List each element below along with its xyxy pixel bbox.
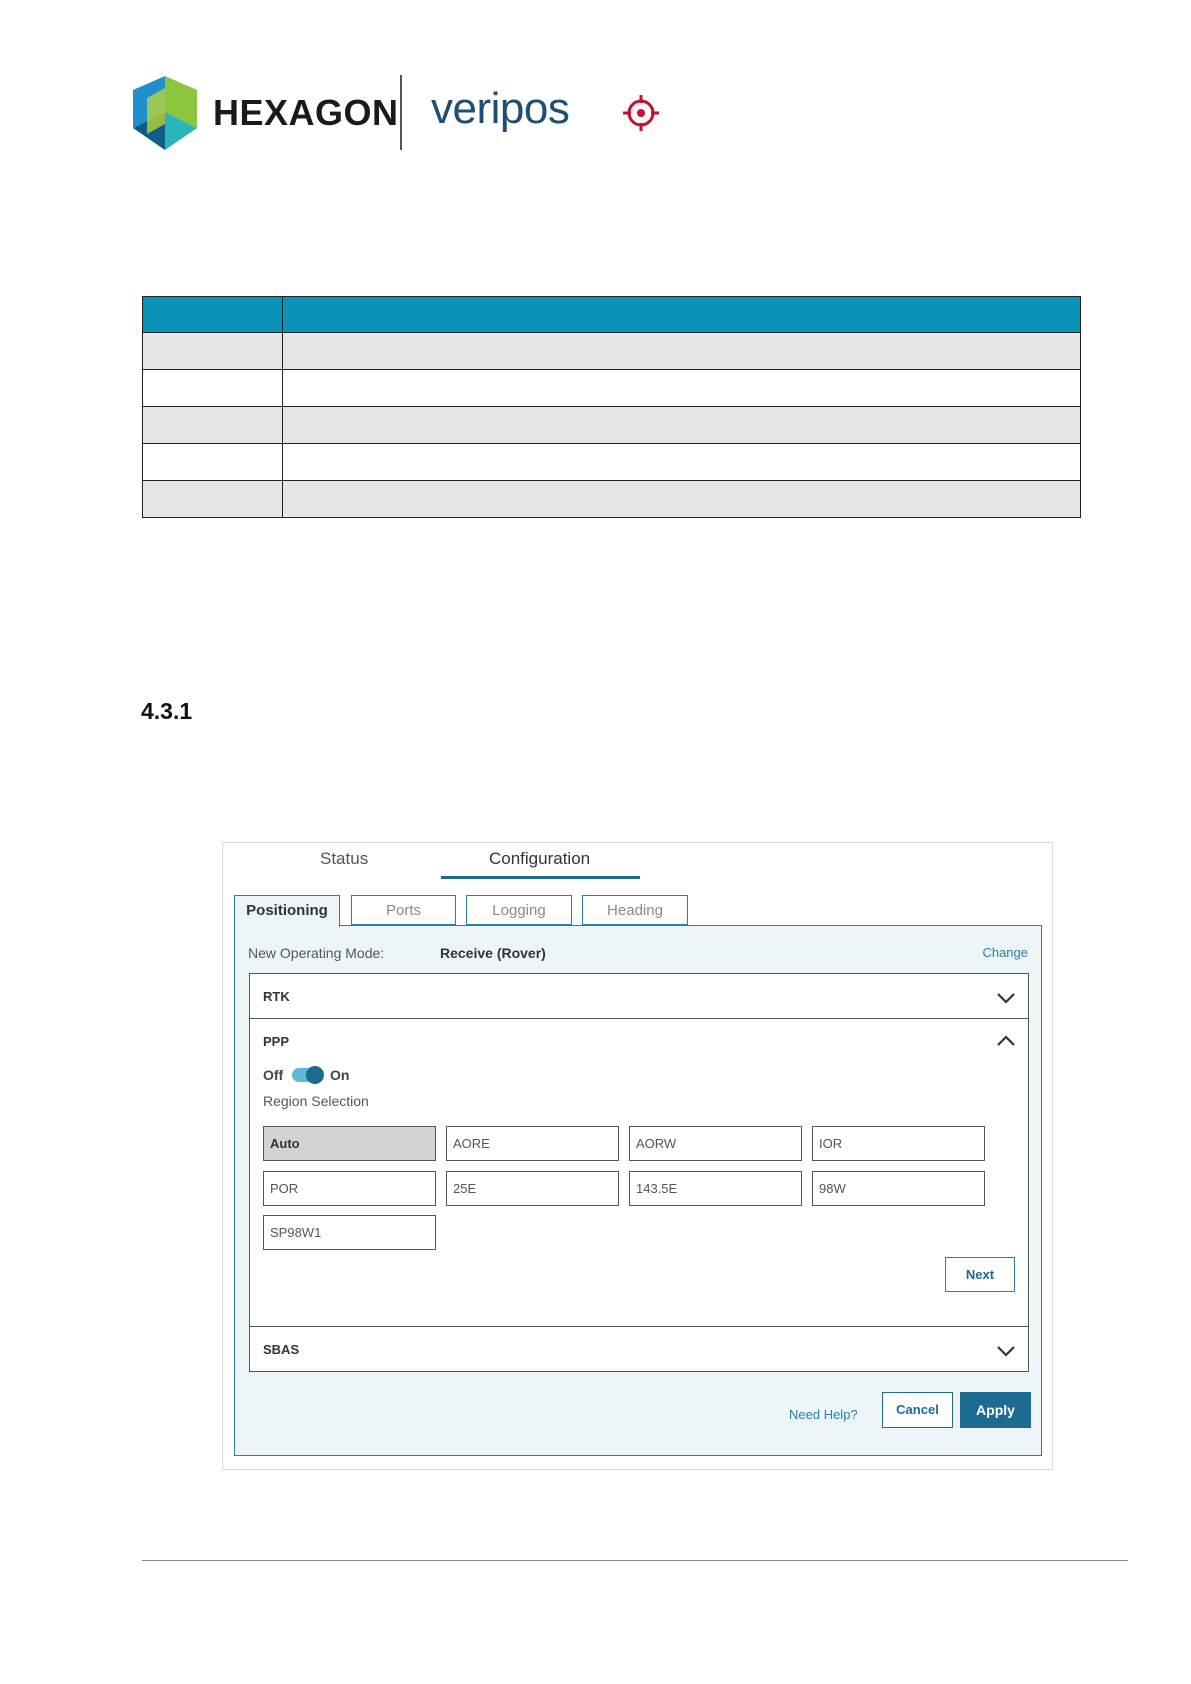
table-cell: [143, 407, 283, 444]
table-cell: [143, 297, 283, 333]
region-button-ior[interactable]: IOR: [812, 1126, 985, 1161]
rtk-accordion[interactable]: [249, 973, 1029, 1019]
toggle-knob: [306, 1066, 324, 1084]
tab-positioning[interactable]: Positioning: [234, 895, 340, 927]
chevron-up-icon[interactable]: [996, 1034, 1016, 1048]
header-logos: [133, 72, 673, 152]
region-button-auto[interactable]: Auto: [263, 1126, 436, 1161]
cancel-button[interactable]: Cancel: [882, 1392, 953, 1428]
logo-divider: [400, 75, 402, 150]
ppp-title: PPP: [263, 1034, 290, 1049]
table-cell: [143, 481, 283, 518]
region-selection-label: Region Selection: [263, 1093, 369, 1109]
sbas-accordion[interactable]: [249, 1326, 1029, 1372]
region-button-por[interactable]: POR: [263, 1171, 436, 1206]
positioning-panel: [234, 925, 1042, 1456]
table-cell: [143, 444, 283, 481]
sbas-title: SBAS: [263, 1342, 300, 1357]
table-header-row: [143, 297, 1081, 333]
table-row: [143, 370, 1081, 407]
table-row: [143, 444, 1081, 481]
table-cell: [283, 333, 1081, 370]
need-help-link[interactable]: Need Help?: [789, 1407, 858, 1422]
table-cell: [283, 297, 1081, 333]
region-button-sp98w1[interactable]: SP98W1: [263, 1215, 436, 1250]
toggle-off-label: Off: [263, 1067, 284, 1083]
rtk-title: RTK: [263, 989, 290, 1004]
region-button-143-5e[interactable]: 143.5E: [629, 1171, 802, 1206]
region-button-aorw[interactable]: AORW: [629, 1126, 802, 1161]
region-button-25e[interactable]: 25E: [446, 1171, 619, 1206]
chevron-down-icon[interactable]: [996, 991, 1016, 1005]
chevron-down-icon[interactable]: [996, 1344, 1016, 1358]
active-tab-underline: [441, 876, 640, 879]
table-cell: [283, 481, 1081, 518]
change-mode-link[interactable]: Change: [982, 945, 1028, 960]
ppp-toggle-switch[interactable]: [292, 1068, 323, 1082]
document-table: [142, 296, 1081, 518]
tab-heading[interactable]: Heading: [582, 895, 688, 925]
table-cell: [283, 370, 1081, 407]
next-button[interactable]: Next: [945, 1257, 1015, 1292]
tab-configuration[interactable]: Configuration: [489, 849, 591, 868]
tab-status[interactable]: Status: [320, 849, 369, 868]
section-heading-number: 4.3.1: [141, 698, 193, 724]
tab-logging[interactable]: Logging: [466, 895, 572, 925]
toggle-on-label: On: [330, 1067, 350, 1083]
table-cell: [143, 370, 283, 407]
table-row: [143, 481, 1081, 518]
table-row: [143, 333, 1081, 370]
tab-ports[interactable]: Ports: [351, 895, 456, 925]
footer-divider: [142, 1560, 1128, 1561]
crosshair-target-icon: [622, 94, 660, 132]
ppp-accordion: [249, 1018, 1029, 1327]
hexagon-logo-icon: [133, 76, 197, 150]
config-screenshot: [222, 842, 1053, 1470]
operating-mode-value: Receive (Rover): [440, 945, 546, 961]
hexagon-wordmark: HEXAGON: [213, 92, 399, 133]
table-cell: [283, 407, 1081, 444]
operating-mode-label: New Operating Mode:: [248, 945, 385, 961]
apply-button[interactable]: Apply: [960, 1392, 1031, 1428]
region-button-aore[interactable]: AORE: [446, 1126, 619, 1161]
region-button-98w[interactable]: 98W: [812, 1171, 985, 1206]
table-cell: [283, 444, 1081, 481]
veripos-wordmark: veripos: [431, 84, 570, 133]
table-cell: [143, 333, 283, 370]
table-row: [143, 407, 1081, 444]
